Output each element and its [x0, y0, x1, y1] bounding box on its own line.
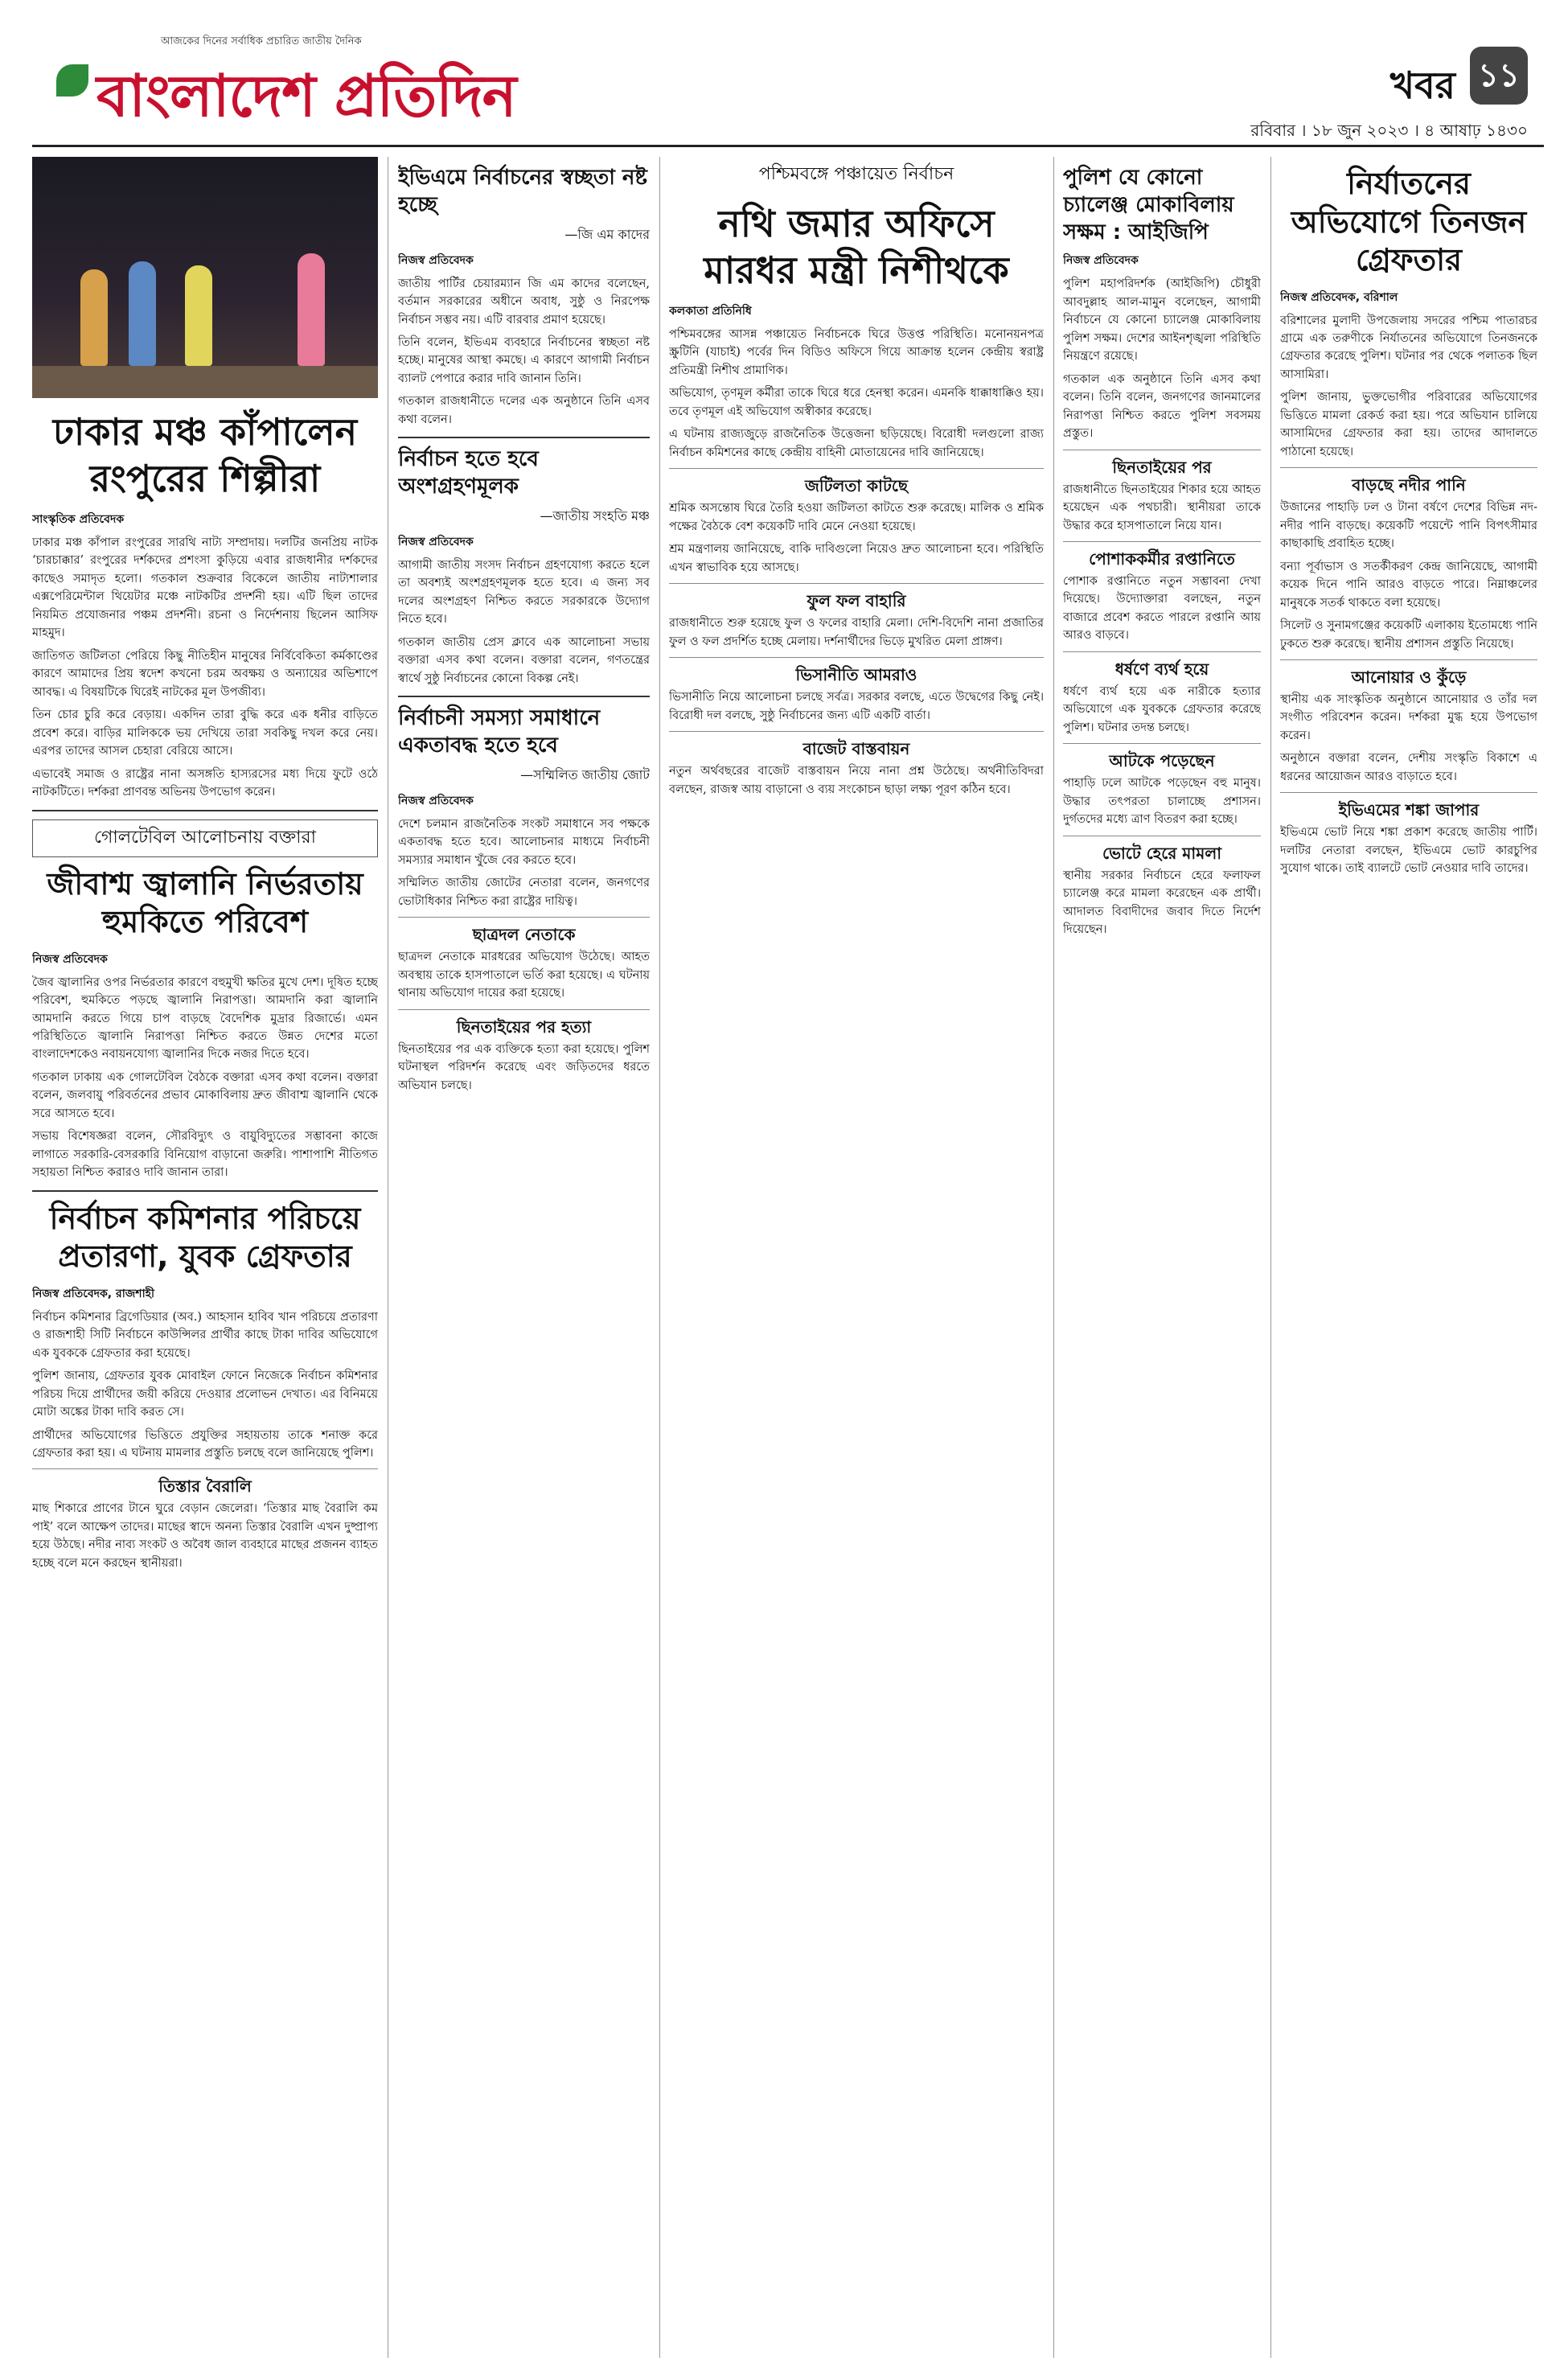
- masthead: [32, 24, 1544, 147]
- headline: আটকে পড়েছেন: [1109, 751, 1215, 771]
- column-rule: [659, 157, 660, 2358]
- paragraph: সম্মিলিত জাতীয় জোটের নেতারা বলেন, জনগণের ভোটাধিকার নিশ্চিত করা রাষ্ট্রের দায়িত্ব।: [398, 877, 650, 908]
- headline: ইভিএমের শঙ্কা জাপার: [1338, 800, 1480, 820]
- dateline: রবিবার । ১৮ জুন ২০২৩ । ৪ আষাঢ় ১৪৩০: [1250, 121, 1528, 140]
- headline: আনোয়ার ও কুঁড়ে: [1351, 667, 1467, 687]
- byline: নিজস্ব প্রতিবেদক: [32, 952, 108, 966]
- paragraph: শ্রমিক অসন্তোষ ঘিরে তৈরি হওয়া জটিলতা কাটতে শুরু করেছে। মালিক ও শ্রমিক পক্ষের বৈঠকে বেশ কয়েকটি দাবি মেনে নেওয়া হয়েছে।: [669, 502, 1044, 533]
- paragraph: সিলেট ও সুনামগঞ্জের কয়েকটি এলাকায় ইতোমধ্যে পানি ঢুকতে শুরু করেছে। স্থানীয় প্রশাসন প্রস্তুতি নিয়েছে।: [1280, 619, 1537, 651]
- headline: জীবাশ্ম জ্বালানি নির্ভরতায় হুমকিতে পরিবেশ: [47, 865, 363, 940]
- paragraph: এভাবেই সমাজ ও রাষ্ট্রের নানা অসঙ্গতি হাস্যরসের মধ্য দিয়ে ফুটে ওঠে নাটকটিতে। দর্শকরা প্রাণবন্ত অভিনয় উপভোগ করেন।: [32, 767, 378, 799]
- byline: নিজস্ব প্রতিবেদক, বরিশাল: [1280, 290, 1398, 304]
- column-rule: [1270, 157, 1271, 2358]
- paragraph: নির্বাচন কমিশনার ব্রিগেডিয়ার (অব.) আহসান হাবিব খান পরিচয়ে প্রতারণা ও রাজশাহী সিটি নির্বাচনে কাউন্সিলর প্রার্থীর কাছে টাকা দাবির অভিযোগে এক যুবককে গ্রেফতার করা হয়েছে।: [32, 1310, 378, 1360]
- paragraph: পোশাক রপ্তানিতে নতুন সম্ভাবনা দেখা দিয়েছে। উদ্যোক্তারা বলছেন, নতুন বাজারে প্রবেশ করতে পারলে রপ্তানি আয় আরও বাড়বে।: [1063, 575, 1261, 643]
- headline: ইভিএমে নির্বাচনের স্বচ্ছতা নষ্ট হচ্ছে: [398, 166, 648, 217]
- paragraph: ইভিএমে ভোট নিয়ে শঙ্কা প্রকাশ করেছে জাতীয় পার্টি। দলটির নেতারা বলছেন, ইভিএমে ভোট কারচুপির সুযোগ থাকে। তাই ব্যালটে ভোট নেওয়ার দাবি তাদের।: [1280, 826, 1537, 876]
- byline: নিজস্ব প্রতিবেদক, রাজশাহী: [32, 1287, 154, 1300]
- headline: নির্বাচনী সমস্যা সমাধানে একতাবদ্ধ হতে হবে: [398, 706, 601, 758]
- paragraph: ছিনতাইয়ের পর এক ব্যক্তিকে হত্যা করা হয়েছে। পুলিশ ঘটনাস্থল পরিদর্শন করেছে এবং জড়িতদের ধরতে অভিযান চলছে।: [398, 1042, 650, 1092]
- headline: ছিনতাইয়ের পর: [1112, 457, 1212, 477]
- paragraph: সভায় বিশেষজ্ঞরা বলেন, সৌরবিদ্যুৎ ও বায়ুবিদ্যুতের সম্ভাবনা কাজে লাগাতে সরকারি-বেসরকারি বিনিয়োগ বাড়ানো জরুরি। পাশাপাশি নীতিগত সহায়তা নিশ্চিত করারও দাবি জানান তারা।: [32, 1130, 378, 1180]
- headline: পোশাককর্মীর রপ্তানিতে: [1089, 549, 1235, 569]
- paragraph: ছাত্রদল নেতাকে মারধরের অভিযোগ উঠেছে। আহত অবস্থায় তাকে হাসপাতালে ভর্তি করা হয়েছে। এ ঘটনায় থানায় অভিযোগ দায়ের করা হয়েছে।: [398, 951, 650, 1000]
- column-3: [669, 157, 1044, 2358]
- headline: তিস্তার বৈরালি: [158, 1477, 252, 1497]
- paragraph: ধর্ষণে ব্যর্থ হয়ে এক নারীকে হত্যার অভিযোগে এক যুবককে গ্রেফতার করেছে পুলিশ। ঘটনার তদন্ত চলছে।: [1063, 684, 1261, 734]
- paragraph: অভিযোগ, তৃণমূল কর্মীরা তাকে ঘিরে ধরে হেনস্থা করেন। এমনকি ধাক্কাধাক্কিও হয়। তবে তৃণমূল এই অভিযোগ অস্বীকার করেছে।: [669, 387, 1044, 418]
- headline: ভোটে হেরে মামলা: [1102, 843, 1222, 863]
- paragraph: উজানের পাহাড়ি ঢল ও টানা বর্ষণে দেশের বিভিন্ন নদ-নদীর পানি বাড়ছে। কয়েকটি পয়েন্টে পানি বিপৎসীমার কাছাকাছি প্রবাহিত হচ্ছে।: [1280, 501, 1537, 551]
- paragraph: ভিসানীতি নিয়ে আলোচনা চলছে সর্বত্র। সরকার বলছে, এতে উদ্বেগের কিছু নেই। বিরোধী দল বলছে, সুষ্ঠু নির্বাচনের জন্য এটি একটি বার্তা।: [669, 691, 1044, 722]
- headline: ভিসানীতি আমরাও: [795, 665, 917, 685]
- paragraph: স্থানীয় এক সাংস্কৃতিক অনুষ্ঠানে আনোয়ার ও তাঁর দল সংগীত পরিবেশন করেন। দর্শকরা মুগ্ধ হয়ে উপভোগ করেন।: [1280, 693, 1537, 742]
- headline: জটিলতা কাটছে: [804, 476, 909, 496]
- paragraph: আগামী জাতীয় সংসদ নির্বাচন গ্রহণযোগ্য করতে হলে তা অবশ্যই অংশগ্রহণমূলক হতে হবে। এ জন্য সব দলের অংশগ্রহণ নিশ্চিত করতে সরকারকে উদ্যোগ নিতে হবে।: [398, 558, 650, 626]
- paragraph: গতকাল রাজধানীতে দলের এক অনুষ্ঠানে তিনি এসব কথা বলেন।: [398, 395, 650, 426]
- paragraph: অনুষ্ঠানে বক্তারা বলেন, দেশীয় সংস্কৃতি বিকাশে এ ধরনের আয়োজন আরও বাড়াতে হবে।: [1280, 752, 1537, 783]
- headline: বাজেট বাস্তবায়ন: [802, 739, 910, 759]
- byline: কলকাতা প্রতিনিধি: [669, 305, 752, 318]
- headline: নথি জমার অফিসে মারধর মন্ত্রী নিশীথকে: [704, 202, 1009, 292]
- byline: নিজস্ব প্রতিবেদক: [1063, 254, 1139, 268]
- paragraph: রাজধানীতে শুরু হয়েছে ফুল ও ফলের বাহারি মেলা। দেশি-বিদেশি নানা প্রজাতির ফুল ও ফল প্রদর্শিত হচ্ছে মেলায়। দর্শনার্থীদের ভিড়ে মুখরিত মেলা প্রাঙ্গণ।: [669, 617, 1044, 648]
- paragraph: মাছ শিকারে প্রাণের টানে ঘুরে বেড়ান জেলেরা। ‘তিস্তার মাছ বৈরালি কম পাই’ বলে আক্ষেপ তাদের। মাছের স্বাদে অনন্য তিস্তার বৈরালি এখন দুষ্প্রাপ্য হয়ে উঠছে। নদীর নাব্য সংকট ও অবৈধ জাল ব্যবহারে মাছের প্রজনন ব্যাহত হচ্ছে বলে মনে করছেন স্থানীয়রা।: [32, 1502, 378, 1570]
- headline: পুলিশ যে কোনো চ্যালেঞ্জ মোকাবিলায় সক্ষম : আইজিপি: [1063, 166, 1234, 244]
- logo-tagline: আজকের দিনের সর্বাধিক প্রচারিত জাতীয় দৈনিক: [161, 35, 362, 47]
- paragraph: স্থানীয় সরকার নির্বাচনে হেরে ফলাফল চ্যালেঞ্জ করে মামলা করেছেন এক প্রার্থী। আদালত বিবাদীদের জবাব দিতে নির্দেশ দিয়েছেন।: [1063, 869, 1261, 937]
- column-2: [398, 157, 650, 2358]
- subheadline: —জাতীয় সংহতি মঞ্চ: [540, 507, 650, 524]
- headline: নির্বাচন কমিশনার পরিচয়ে প্রতারণা, যুবক গ্রেফতার: [49, 1200, 361, 1275]
- paragraph: বরিশালের মুলাদী উপজেলায় সদরের পশ্চিম পাতারচর গ্রামে এক তরুণীকে নির্যাতনের অভিযোগে তিনজনকে গ্রেফতার করেছে পুলিশ। ঘটনার পর থেকে পলাতক ছিল আসামিরা।: [1280, 314, 1537, 381]
- subheadline: —জি এম কাদের: [564, 226, 650, 242]
- paragraph: শ্রম মন্ত্রণালয় জানিয়েছে, বাকি দাবিগুলো নিয়েও দ্রুত আলোচনা হবে। পরিস্থিতি এখন স্বাভাবিক হয়ে আসছে।: [669, 543, 1044, 574]
- paragraph: পুলিশ মহাপরিদর্শক (আইজিপি) চৌধুরী আবদুল্লাহ আল-মামুন বলেছেন, আগামী নির্বাচনে যে কোনো চ্যালেঞ্জ মোকাবিলায় পুলিশ সক্ষম। দেশের আইনশৃঙ্খলা পরিস্থিতি নিয়ন্ত্রণে রয়েছে।: [1063, 277, 1261, 363]
- paragraph: তিন চোর চুরি করে বেড়ায়। একদিন তারা বুদ্ধি করে এক ধনীর বাড়িতে প্রবেশ করে। বাড়ির মালিককে ভয় দেখিয়ে তারা সবকিছু দখল করে নেয়। এরপর তাদের আসল চেহারা বেরিয়ে আসে।: [32, 709, 378, 758]
- paragraph: জাতিগত জটিলতা পেরিয়ে কিছু নীতিহীন মানুষের নির্বিবেকিতা কর্মকাণ্ডের কারণে আমাদের প্রিয় স্বদেশ কখনো চরম অবক্ষয় ও অন্যায়ের অভিশাপে আবদ্ধ। এ বিষয়টিকে ঘিরেই নাটকের মূল উপজীব্য।: [32, 649, 378, 699]
- column-4: [1063, 157, 1261, 2358]
- paragraph: গতকাল জাতীয় প্রেস ক্লাবে এক আলোচনা সভায় বক্তারা এসব কথা বলেন। বক্তারা বলেন, গণতন্ত্রের স্বার্থে সুষ্ঠু নির্বাচনের কোনো বিকল্প নেই।: [398, 635, 650, 685]
- byline: নিজস্ব প্রতিবেদক: [398, 794, 474, 807]
- logo-leaf-icon: [56, 64, 88, 97]
- paragraph: পশ্চিমবঙ্গের আসন্ন পঞ্চায়েত নির্বাচনকে ঘিরে উত্তপ্ত পরিস্থিতি। মনোনয়নপত্র স্ক্রুটিনি (যাচাই) পর্বের দিন বিডিও অফিসে গিয়ে আক্রান্ত হলেন কেন্দ্রীয় স্বরাষ্ট্র প্রতিমন্ত্রী নিশীথ প্রামাণিক।: [669, 328, 1044, 377]
- paragraph: নতুন অর্থবছরের বাজেট বাস্তবায়ন নিয়ে নানা প্রশ্ন উঠেছে। অর্থনীতিবিদরা বলছেন, রাজস্ব আয় বাড়ানো ও ব্যয় সংকোচন ছাড়া লক্ষ্য পূরণ কঠিন হবে।: [669, 765, 1044, 796]
- kicker: পশ্চিমবঙ্গে পঞ্চায়েত নির্বাচন: [758, 164, 954, 184]
- paragraph: গতকাল ঢাকায় এক গোলটেবিল বৈঠকে বক্তারা এসব কথা বলেন। বক্তারা বলেন, জলবায়ু পরিবর্তনের প্রভাব মোকাবিলায় দ্রুত জীবাশ্ম জ্বালানি থেকে সরে আসতে হবে।: [32, 1070, 378, 1120]
- headline: ঢাকার মঞ্চ কাঁপালেন রংপুরের শিল্পীরা: [52, 410, 358, 500]
- paragraph: পাহাড়ি ঢলে আটকে পড়েছেন বহু মানুষ। উদ্ধার তৎপরতা চালাচ্ছে প্রশাসন। দুর্গতদের মধ্যে ত্রাণ বিতরণ করা হচ্ছে।: [1063, 777, 1261, 827]
- paragraph: প্রার্থীদের অভিযোগের ভিত্তিতে প্রযুক্তির সহায়তায় তাকে শনাক্ত করে গ্রেফতার করা হয়। এ ঘটনায় মামলার প্রস্তুতি চলছে বলে জানিয়েছে পুলিশ।: [32, 1428, 378, 1460]
- headline: নির্যাতনের অভিযোগে তিনজন গ্রেফতার: [1291, 166, 1527, 277]
- paragraph: জৈব জ্বালানির ওপর নির্ভরতার কারণে বহুমুখী ক্ষতির মুখে দেশ। দূষিত হচ্ছে পরিবেশ, হুমকিতে পড়ছে জ্বালানি নিরাপত্তা। আমদানি করা জ্বালানি আমদানি করতে গিয়ে চাপ বাড়ছে বৈদেশিক মুদ্রার রিজার্ভে। এমন পরিস্থিতিতে জ্বালানি নিরাপত্তা নিশ্চিত করতে উন্নত দেশের মতো বাংলাদেশকেও নবায়নযোগ্য জ্বালানির দিকে নজর দিতে হবে।: [32, 975, 378, 1062]
- column-rule: [1053, 157, 1054, 2358]
- subheadline: —সম্মিলিত জাতীয় জোট: [520, 766, 650, 782]
- headline: নির্বাচন হতে হবে অংশগ্রহণমূলক: [398, 447, 539, 499]
- byline: নিজস্ব প্রতিবেদক: [398, 253, 474, 267]
- paragraph: জাতীয় পার্টির চেয়ারম্যান জি এম কাদের বলেছেন, বর্তমান সরকারের অধীনে অবাধ, সুষ্ঠু ও নিরপেক্ষ নির্বাচন সম্ভব নয়। এটি বারবার প্রমাণ হয়েছে।: [398, 277, 650, 327]
- paragraph: ঢাকার মঞ্চ কাঁপাল রংপুরের সারথি নাট্য সম্প্রদায়। দলটির জনপ্রিয় নাটক ‘চারচাক্কার’ রংপুরের দর্শকদের প্রশংসা কুড়িয়ে এবার রাজধানীর দর্শকদের কাছেও সমাদৃত হলো। গতকাল শুক্রবার বিকেলে জাতীয় নাট্যশালার এক্সপেরিমেন্টাল থিয়েটার মঞ্চে নাটকটির প্রদর্শনী হয়। এটি ছিল তাদের নিয়মিত প্রযোজনার পঞ্চম প্রদর্শনী। রচনা ও নির্দেশনায় ছিলেন আসিফ মাহমুদ।: [32, 536, 378, 640]
- newspaper-logo: বাংলাদেশ প্রতিদিন: [96, 61, 516, 129]
- byline: সাংস্কৃতিক প্রতিবেদক: [32, 513, 125, 526]
- column-5: [1280, 157, 1537, 2358]
- byline: নিজস্ব প্রতিবেদক: [398, 535, 474, 548]
- headline: ফুল ফল বাহারি: [807, 591, 906, 611]
- paragraph: পুলিশ জানায়, ভুক্তভোগীর পরিবারের অভিযোগের ভিত্তিতে মামলা রেকর্ড করা হয়। পরে অভিযান চালিয়ে আসামিদের গ্রেফতার করা হয়। তাদের আদালতে পাঠানো হয়েছে।: [1280, 391, 1537, 458]
- paragraph: বন্যা পূর্বাভাস ও সতর্কীকরণ কেন্দ্র জানিয়েছে, আগামী কয়েক দিনে পানি আরও বাড়তে পারে। নিম্নাঞ্চলের মানুষকে সতর্ক থাকতে বলা হয়েছে।: [1280, 560, 1537, 610]
- headline: ছিনতাইয়ের পর হত্যা: [456, 1017, 592, 1037]
- section-name: খবর: [1389, 64, 1455, 107]
- page-number: ১১: [1470, 47, 1528, 105]
- paragraph: তিনি বলেন, ইভিএম ব্যবহারে নির্বাচনের স্বচ্ছতা নষ্ট হচ্ছে। মানুষের আস্থা কমছে। এ কারণে আগামী নির্বাচন ব্যালট পেপারে করার দাবি জানান তিনি।: [398, 336, 650, 385]
- paragraph: এ ঘটনায় রাজ্যজুড়ে রাজনৈতিক উত্তেজনা ছড়িয়েছে। বিরোধী দলগুলো রাজ্য নির্বাচন কমিশনের কাছে কেন্দ্রীয় বাহিনী মোতায়েনের দাবি জানিয়েছে।: [669, 428, 1044, 459]
- paragraph: রাজধানীতে ছিনতাইয়ের শিকার হয়ে আহত হয়েছেন এক পথচারী। স্থানীয়রা তাকে উদ্ধার করে হাসপাতালে নিয়ে যান।: [1063, 483, 1261, 532]
- column-1: [32, 157, 378, 2358]
- theatre-photo: [32, 157, 378, 398]
- paragraph: পুলিশ জানায়, গ্রেফতার যুবক মোবাইল ফোনে নিজেকে নির্বাচন কমিশনার পরিচয় দিয়ে প্রার্থীদের জয়ী করিয়ে দেওয়ার প্রলোভন দেখাত। এর বিনিময়ে মোটা অঙ্কের টাকা দাবি করত সে।: [32, 1370, 378, 1419]
- kicker: গোলটেবিল আলোচনায় বক্তারা: [32, 819, 378, 857]
- headline: বাড়ছে নদীর পানি: [1352, 475, 1466, 495]
- headline: ছাত্রদল নেতাকে: [472, 925, 576, 945]
- paragraph: দেশে চলমান রাজনৈতিক সংকট সমাধানে সব পক্ষকে একতাবদ্ধ হতে হবে। আলোচনার মাধ্যমে নির্বাচনী সমস্যার সমাধান খুঁজে বের করতে হবে।: [398, 817, 650, 867]
- headline: ধর্ষণে ব্যর্থ হয়ে: [1114, 659, 1209, 679]
- paragraph: গতকাল এক অনুষ্ঠানে তিনি এসব কথা বলেন। তিনি বলেন, জনগণের জানমালের নিরাপত্তা নিশ্চিত করতে পুলিশ সবসময় প্রস্তুত।: [1063, 372, 1261, 441]
